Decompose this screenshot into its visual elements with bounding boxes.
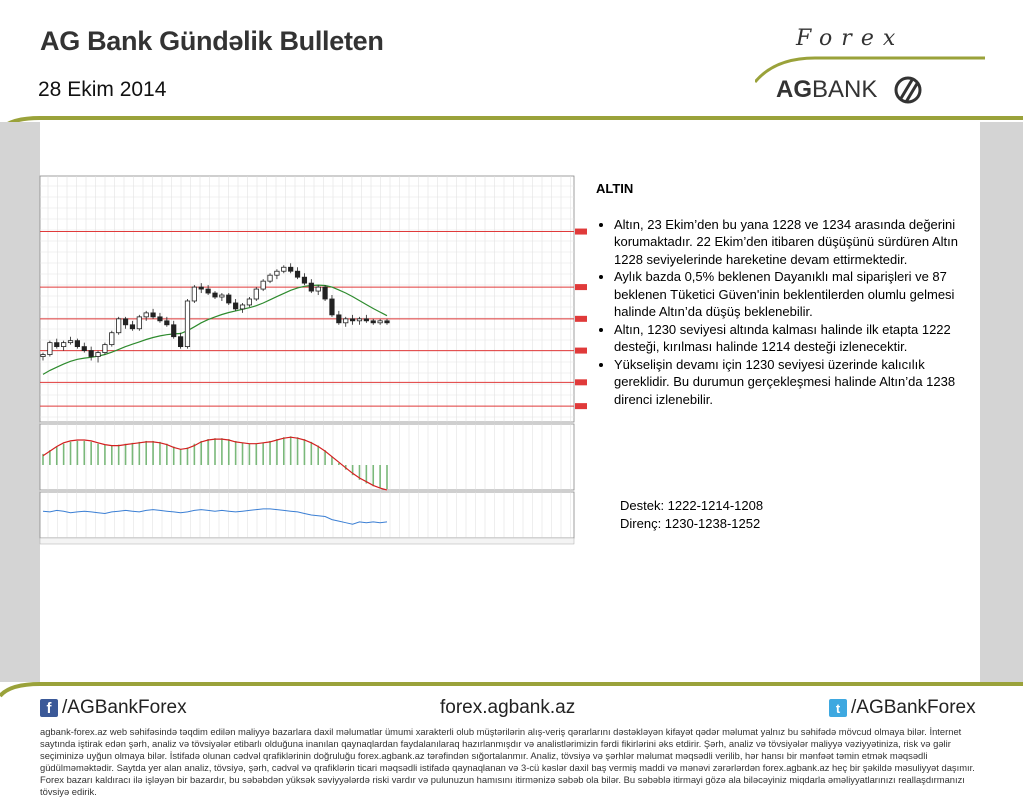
analysis-bullet: • Altın, 23 Ekim’den bu yana 1228 ve 1234 arasında değerini korumaktadır. 22 Ekim’den itibaren düşüşünü sürdüren Altın 1228 seviyelerinde hareketine devam ettirmektedir.	[614, 216, 981, 269]
candle-body	[316, 287, 320, 291]
analysis-text	[596, 180, 981, 408]
candle-body	[61, 343, 65, 347]
support-levels: Destek: 1222-1214-1208	[620, 498, 764, 513]
candle-body	[178, 337, 182, 347]
analysis-bullet: • Altın, 1230 seviyesi altında kalması halinde ilk etapta 1222 desteği, kırılması halinde 1214 desteği izlenecektir.	[614, 321, 981, 356]
level-marker	[575, 229, 587, 235]
candle-body	[185, 301, 189, 347]
candle-body	[364, 319, 368, 321]
candle-body	[103, 345, 107, 353]
candle-body	[206, 289, 210, 293]
candle-body	[41, 355, 45, 357]
forex-label: Forex	[796, 26, 905, 51]
candle-body	[282, 267, 286, 271]
candle-body	[137, 317, 141, 329]
candle-body	[48, 343, 52, 355]
bottom-divider-curve	[0, 678, 1023, 698]
candle-body	[288, 267, 292, 271]
facebook-handle: /AGBankForex	[62, 697, 187, 718]
candle-body	[295, 271, 299, 277]
analysis-heading: ALTIN	[596, 181, 634, 196]
agbank-logo	[776, 76, 877, 104]
candle-body	[158, 317, 162, 321]
facebook-link[interactable]	[40, 697, 187, 719]
analysis-bullet: • Yükselişin devamı için 1230 seviyesi üzerinde kalıcılık gereklidir. Bu durumun gerçekleşmesi halinde Altın’da 1238 direnci izlenebilir.	[614, 356, 981, 409]
candle-body	[82, 347, 86, 351]
macd-panel-frame	[40, 424, 574, 490]
candle-body	[199, 287, 203, 289]
date-axis	[40, 538, 574, 544]
candle-body	[192, 287, 196, 301]
disclaimer-text: agbank-forex.az web səhifəsində təqdim edilən maliyyə bazarlara daxil məlumatlar ümumi xarakterli olub müştərilərin alış-veriş qərarlarını dəstəkləyən kifayət qədər məlumat yalnız bu səhifədə mövcud olmaya bilər. İnternet saytında iştirak edən şərh, analiz və tövsiyələr etibarlı olduğuna inanılan qaynaqlardan faydalanılaraq hazırlanmışdır və analistlərimizin fərdi fikirlərini əks etdirir. Şərh, analiz və tövsiyələr maliyyə vəziyyətiniza, risk və gəlir seçiminizə uyğun olmaya bilər. İstifadə olunan cədvəl qrafiklərinin doğruluğu forex.agbank.az tərəfindən sığortalanmır. Analiz, tövsiyə və şərhlər məlumat məqsədli verilib, hər hansı bir mənfəət təmin etmək məqsədli güdülməməktədir. Saytda yer alan analiz, tövsiyə, şərh, cədvəl və qrafiklərin ticari məqsədli istifadə qaynaqlanan və 3-cü kəslər daxil baş vermiş maddi və mənəvi zərərlərdən forex.agbank.az heç bir şəkildə məsuliyyət daşımır. Forex bazarı kaldıracı ilə işləyən bir bazardır, bu səbəbdən yüksək səviyyələrdə riski vardır və pulunuzun hamısını itirmənizə səbəb ola bilər. Bu səbəblə itirmayi gözə ala biləcəyiniz miqdarla əməliyyatlarınızı reallaşdırmanızı tövsiyə edirik.	[40, 726, 975, 797]
candle-body	[302, 277, 306, 283]
candle-body	[261, 281, 265, 289]
candle-body	[247, 299, 251, 305]
candle-body	[144, 313, 148, 317]
candle-body	[165, 321, 169, 325]
candle-body	[254, 289, 258, 299]
level-marker	[575, 348, 587, 354]
candle-body	[110, 333, 114, 345]
candle-body	[337, 315, 341, 323]
analysis-bullets	[596, 216, 981, 409]
candle-body	[75, 341, 79, 347]
candle-body	[96, 353, 100, 357]
candle-body	[240, 305, 244, 309]
candle-body	[89, 351, 93, 357]
candle-body	[213, 293, 217, 297]
agbank-logo-mark-icon	[893, 75, 923, 105]
twitter-handle: /AGBankForex	[851, 697, 976, 718]
facebook-icon: f	[40, 699, 58, 717]
level-marker	[575, 284, 587, 290]
candle-body	[309, 283, 313, 291]
candle-body	[378, 321, 382, 323]
candle-body	[123, 319, 127, 325]
candle-body	[323, 287, 327, 299]
brand-rest-text: BANK	[812, 76, 878, 103]
bulletin-date: 28 Ekim 2014	[38, 78, 167, 101]
candle-body	[55, 343, 59, 347]
candle-body	[220, 295, 224, 297]
candle-body	[357, 319, 361, 321]
candle-body	[275, 271, 279, 275]
resistance-levels: Direnç: 1230-1238-1252	[620, 516, 761, 531]
candle-body	[330, 299, 334, 315]
candle-body	[371, 321, 375, 323]
candle-body	[344, 319, 348, 323]
gold-chart	[38, 172, 590, 548]
analysis-bullet: • Aylık bazda 0,5% beklenen Dayanıklı mal siparişleri ve 87 beklenen Tüketici Güven'inin beklentilerden olumlu gelmesi halinde Altın’da düşüş beklenebilir.	[614, 268, 981, 321]
level-marker	[575, 316, 587, 322]
website-link[interactable]: forex.agbank.az	[440, 697, 576, 718]
gold-chart-svg	[38, 172, 590, 548]
level-marker	[575, 379, 587, 385]
bulletin-title: AG Bank Gündəlik Bulleten	[40, 26, 384, 56]
candle-body	[385, 321, 389, 323]
candle-body	[130, 325, 134, 329]
candle-body	[172, 325, 176, 337]
candle-body	[233, 303, 237, 309]
support-resistance	[620, 497, 763, 533]
candle-body	[116, 319, 120, 333]
candle-body	[227, 295, 231, 303]
twitter-link[interactable]	[829, 697, 976, 719]
twitter-icon: t	[829, 699, 847, 717]
candle-body	[350, 319, 354, 321]
candle-body	[68, 341, 72, 343]
candle-body	[151, 313, 155, 317]
rsi-panel-frame	[40, 492, 574, 538]
level-marker	[575, 403, 587, 409]
brand-bold-text: AG	[776, 76, 812, 103]
candle-body	[268, 275, 272, 281]
main-panel-frame	[40, 176, 574, 422]
